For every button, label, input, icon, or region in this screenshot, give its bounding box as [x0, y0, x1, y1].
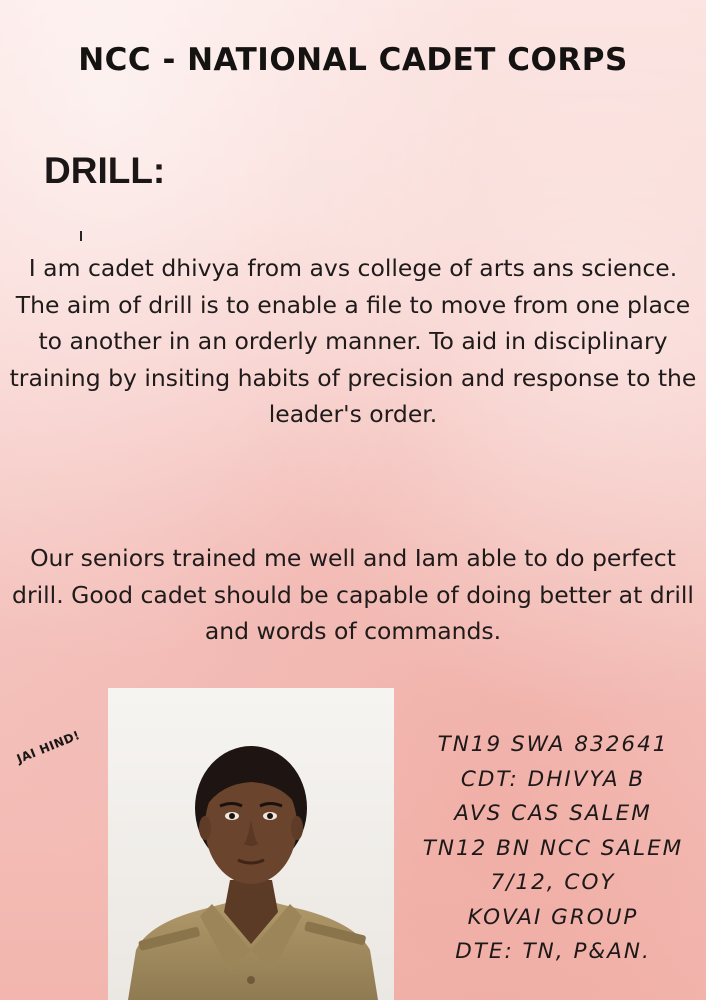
cadet-battalion: TN12 BN NCC SALEM	[422, 835, 684, 861]
text-cursor-mark	[80, 231, 82, 241]
page-title: NCC - NATIONAL CADET CORPS	[78, 42, 628, 78]
cadet-directorate: DTE: TN, P&AN.	[455, 939, 651, 964]
jai-hind-slogan: JAI HIND!	[14, 727, 83, 766]
intro-paragraph: I am cadet dhivya from avs college of arts ans science. The aim of drill is to enable a file to move from one place to another in an orderly manner. To aid in disciplinary training by insiting habits of precision and response to the leader's order.	[9, 254, 697, 428]
cadet-company: 7/12, COY	[490, 870, 616, 895]
cadet-portrait-illustration	[108, 688, 394, 1000]
cadet-regimental-number: TN19 SWA 832641	[437, 732, 669, 757]
cadet-details-block	[400, 728, 706, 970]
cadet-name: CDT: DHIVYA B	[460, 766, 646, 792]
section-heading-drill: DRILL:	[44, 150, 166, 191]
cadet-group: KOVAI GROUP	[467, 904, 639, 930]
cadet-photo	[108, 688, 394, 1000]
cadet-institution: AVS CAS SALEM	[454, 801, 652, 826]
training-paragraph: Our seniors trained me well and Iam able to do perfect drill. Good cadet should be capable of doing better at drill and words of commands.	[12, 544, 694, 645]
